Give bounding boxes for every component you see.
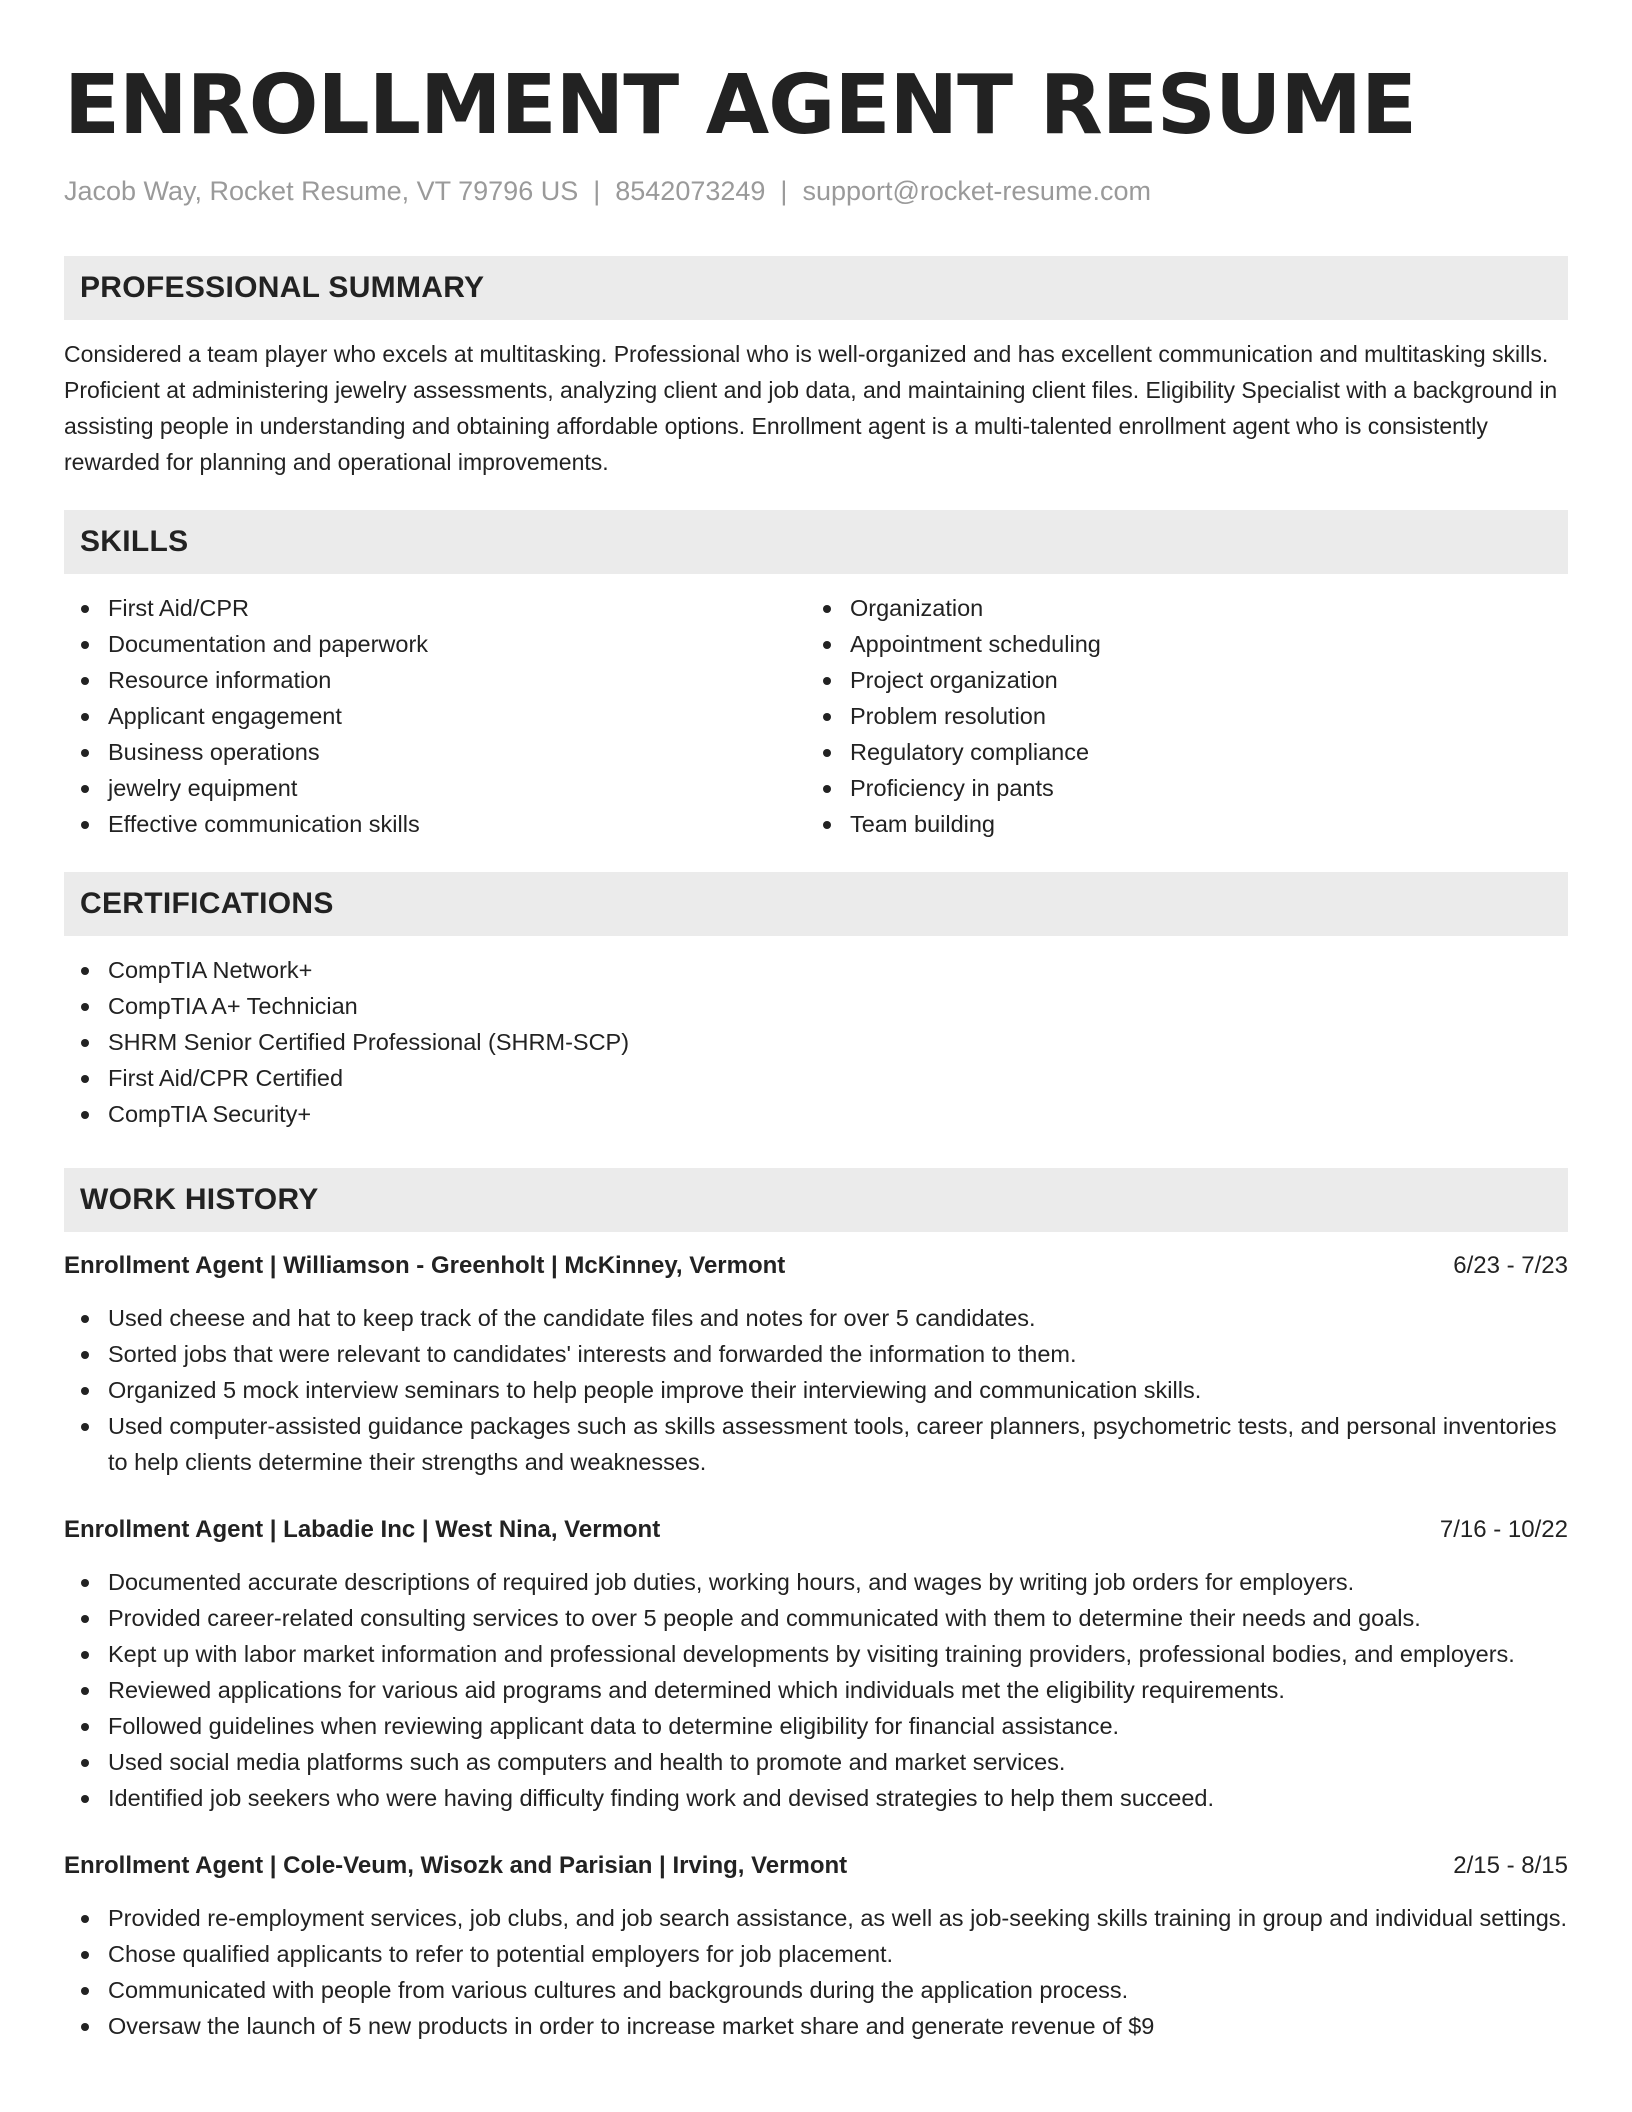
- contact-separator: |: [593, 176, 601, 206]
- job-title: Enrollment Agent | Labadie Inc | West Nina, Vermont: [64, 1516, 661, 1543]
- contact-email: support@rocket-resume.com: [802, 176, 1151, 206]
- certification-item: SHRM Senior Certified Professional (SHRM-SCP): [64, 1024, 1568, 1060]
- certifications-list: [64, 952, 1568, 1132]
- job-entry: [64, 1248, 1568, 1480]
- contact-line: [64, 174, 1568, 208]
- job-bullet: Reviewed applications for various aid programs and determined which individuals met the eligibility requirements.: [64, 1672, 1568, 1708]
- skill-item: Organization: [806, 590, 1548, 626]
- job-bullet: Used cheese and hat to keep track of the candidate files and notes for over 5 candidates.: [64, 1300, 1568, 1336]
- job-dates: 2/15 - 8/15: [1453, 1852, 1568, 1879]
- job-bullet: Documented accurate descriptions of required job duties, working hours, and wages by writing job orders for employers.: [64, 1564, 1568, 1600]
- section-header-skills: SKILLS: [64, 510, 1568, 574]
- certification-item: CompTIA Network+: [64, 952, 1568, 988]
- job-title: Enrollment Agent | Cole-Veum, Wisozk and Parisian | Irving, Vermont: [64, 1852, 848, 1879]
- job-title: Enrollment Agent | Williamson - Greenholt | McKinney, Vermont: [64, 1252, 786, 1279]
- job-bullet: Identified job seekers who were having difficulty finding work and devised strategies to help them succeed.: [64, 1780, 1568, 1816]
- section-header-certifications: CERTIFICATIONS: [64, 872, 1568, 936]
- skill-item: Project organization: [806, 662, 1548, 698]
- job-bullet: Kept up with labor market information and professional developments by visiting training providers, professional bodies, and employers.: [64, 1636, 1568, 1672]
- job-entry: [64, 1512, 1568, 1816]
- skill-item: Resource information: [64, 662, 806, 698]
- job-header: [64, 1848, 1568, 1884]
- skill-item: Problem resolution: [806, 698, 1548, 734]
- job-bullet: Chose qualified applicants to refer to potential employers for job placement.: [64, 1936, 1568, 1972]
- job-dates: 7/16 - 10/22: [1439, 1516, 1568, 1543]
- job-bullet: Organized 5 mock interview seminars to help people improve their interviewing and communication skills.: [64, 1372, 1568, 1408]
- skill-item: Appointment scheduling: [806, 626, 1548, 662]
- resume-title: ENROLLMENT AGENT RESUME: [64, 58, 1417, 153]
- job-bullet: Communicated with people from various cultures and backgrounds during the application process.: [64, 1972, 1568, 2008]
- section-header-summary: PROFESSIONAL SUMMARY: [64, 256, 1568, 320]
- skill-item: Proficiency in pants: [806, 770, 1548, 806]
- job-bullet: Provided career-related consulting services to over 5 people and communicated with them to determine their needs and goals.: [64, 1600, 1568, 1636]
- job-bullet: Sorted jobs that were relevant to candidates' interests and forwarded the information to them.: [64, 1336, 1568, 1372]
- skill-item: Business operations: [64, 734, 806, 770]
- certification-item: First Aid/CPR Certified: [64, 1060, 1568, 1096]
- job-dates: 6/23 - 7/23: [1453, 1252, 1568, 1279]
- skill-item: jewelry equipment: [64, 770, 806, 806]
- contact-separator: |: [780, 176, 788, 206]
- job-bullets: [64, 1300, 1568, 1480]
- job-bullet: Followed guidelines when reviewing applicant data to determine eligibility for financial assistance.: [64, 1708, 1568, 1744]
- skill-item: Team building: [806, 806, 1548, 842]
- skill-item: Documentation and paperwork: [64, 626, 806, 662]
- certification-item: CompTIA A+ Technician: [64, 988, 1568, 1024]
- certification-item: CompTIA Security+: [64, 1096, 1568, 1132]
- skill-item: First Aid/CPR: [64, 590, 806, 626]
- job-header: [64, 1248, 1568, 1284]
- job-bullet: Provided re-employment services, job clubs, and job search assistance, as well as job-seeking skills training in group and individual settings.: [64, 1900, 1568, 1936]
- section-header-work-history: WORK HISTORY: [64, 1168, 1568, 1232]
- job-entry: [64, 1848, 1568, 2044]
- contact-address: Jacob Way, Rocket Resume, VT 79796 US: [64, 176, 579, 206]
- job-bullets: [64, 1564, 1568, 1816]
- skills-column-right: [806, 590, 1548, 842]
- job-bullets: [64, 1900, 1568, 2044]
- skills-column-left: [64, 590, 806, 842]
- skill-item: Effective communication skills: [64, 806, 806, 842]
- resume-page: [64, 0, 1568, 2044]
- summary-text: Considered a team player who excels at multitasking. Professional who is well-organized and has excellent communication and multitasking skills. Proficient at administering jewelry assessments, analyzing client and job data, and maintaining client files. Eligibility Specialist with a background in assisting people in understanding and obtaining affordable options. Enrollment agent is a multi-talented enrollment agent who is consistently rewarded for planning and operational improvements.: [64, 341, 1558, 475]
- skill-item: Regulatory compliance: [806, 734, 1548, 770]
- job-bullet: Used computer-assisted guidance packages such as skills assessment tools, career planners, psychometric tests, and personal inventories to help clients determine their strengths and weaknesses.: [64, 1408, 1568, 1480]
- contact-phone: 8542073249: [615, 176, 766, 206]
- job-header: [64, 1512, 1568, 1548]
- skills-list: [64, 590, 1568, 842]
- job-bullet: Used social media platforms such as computers and health to promote and market services.: [64, 1744, 1568, 1780]
- job-bullet: Oversaw the launch of 5 new products in order to increase market share and generate revenue of $9: [64, 2008, 1568, 2044]
- skill-item: Applicant engagement: [64, 698, 806, 734]
